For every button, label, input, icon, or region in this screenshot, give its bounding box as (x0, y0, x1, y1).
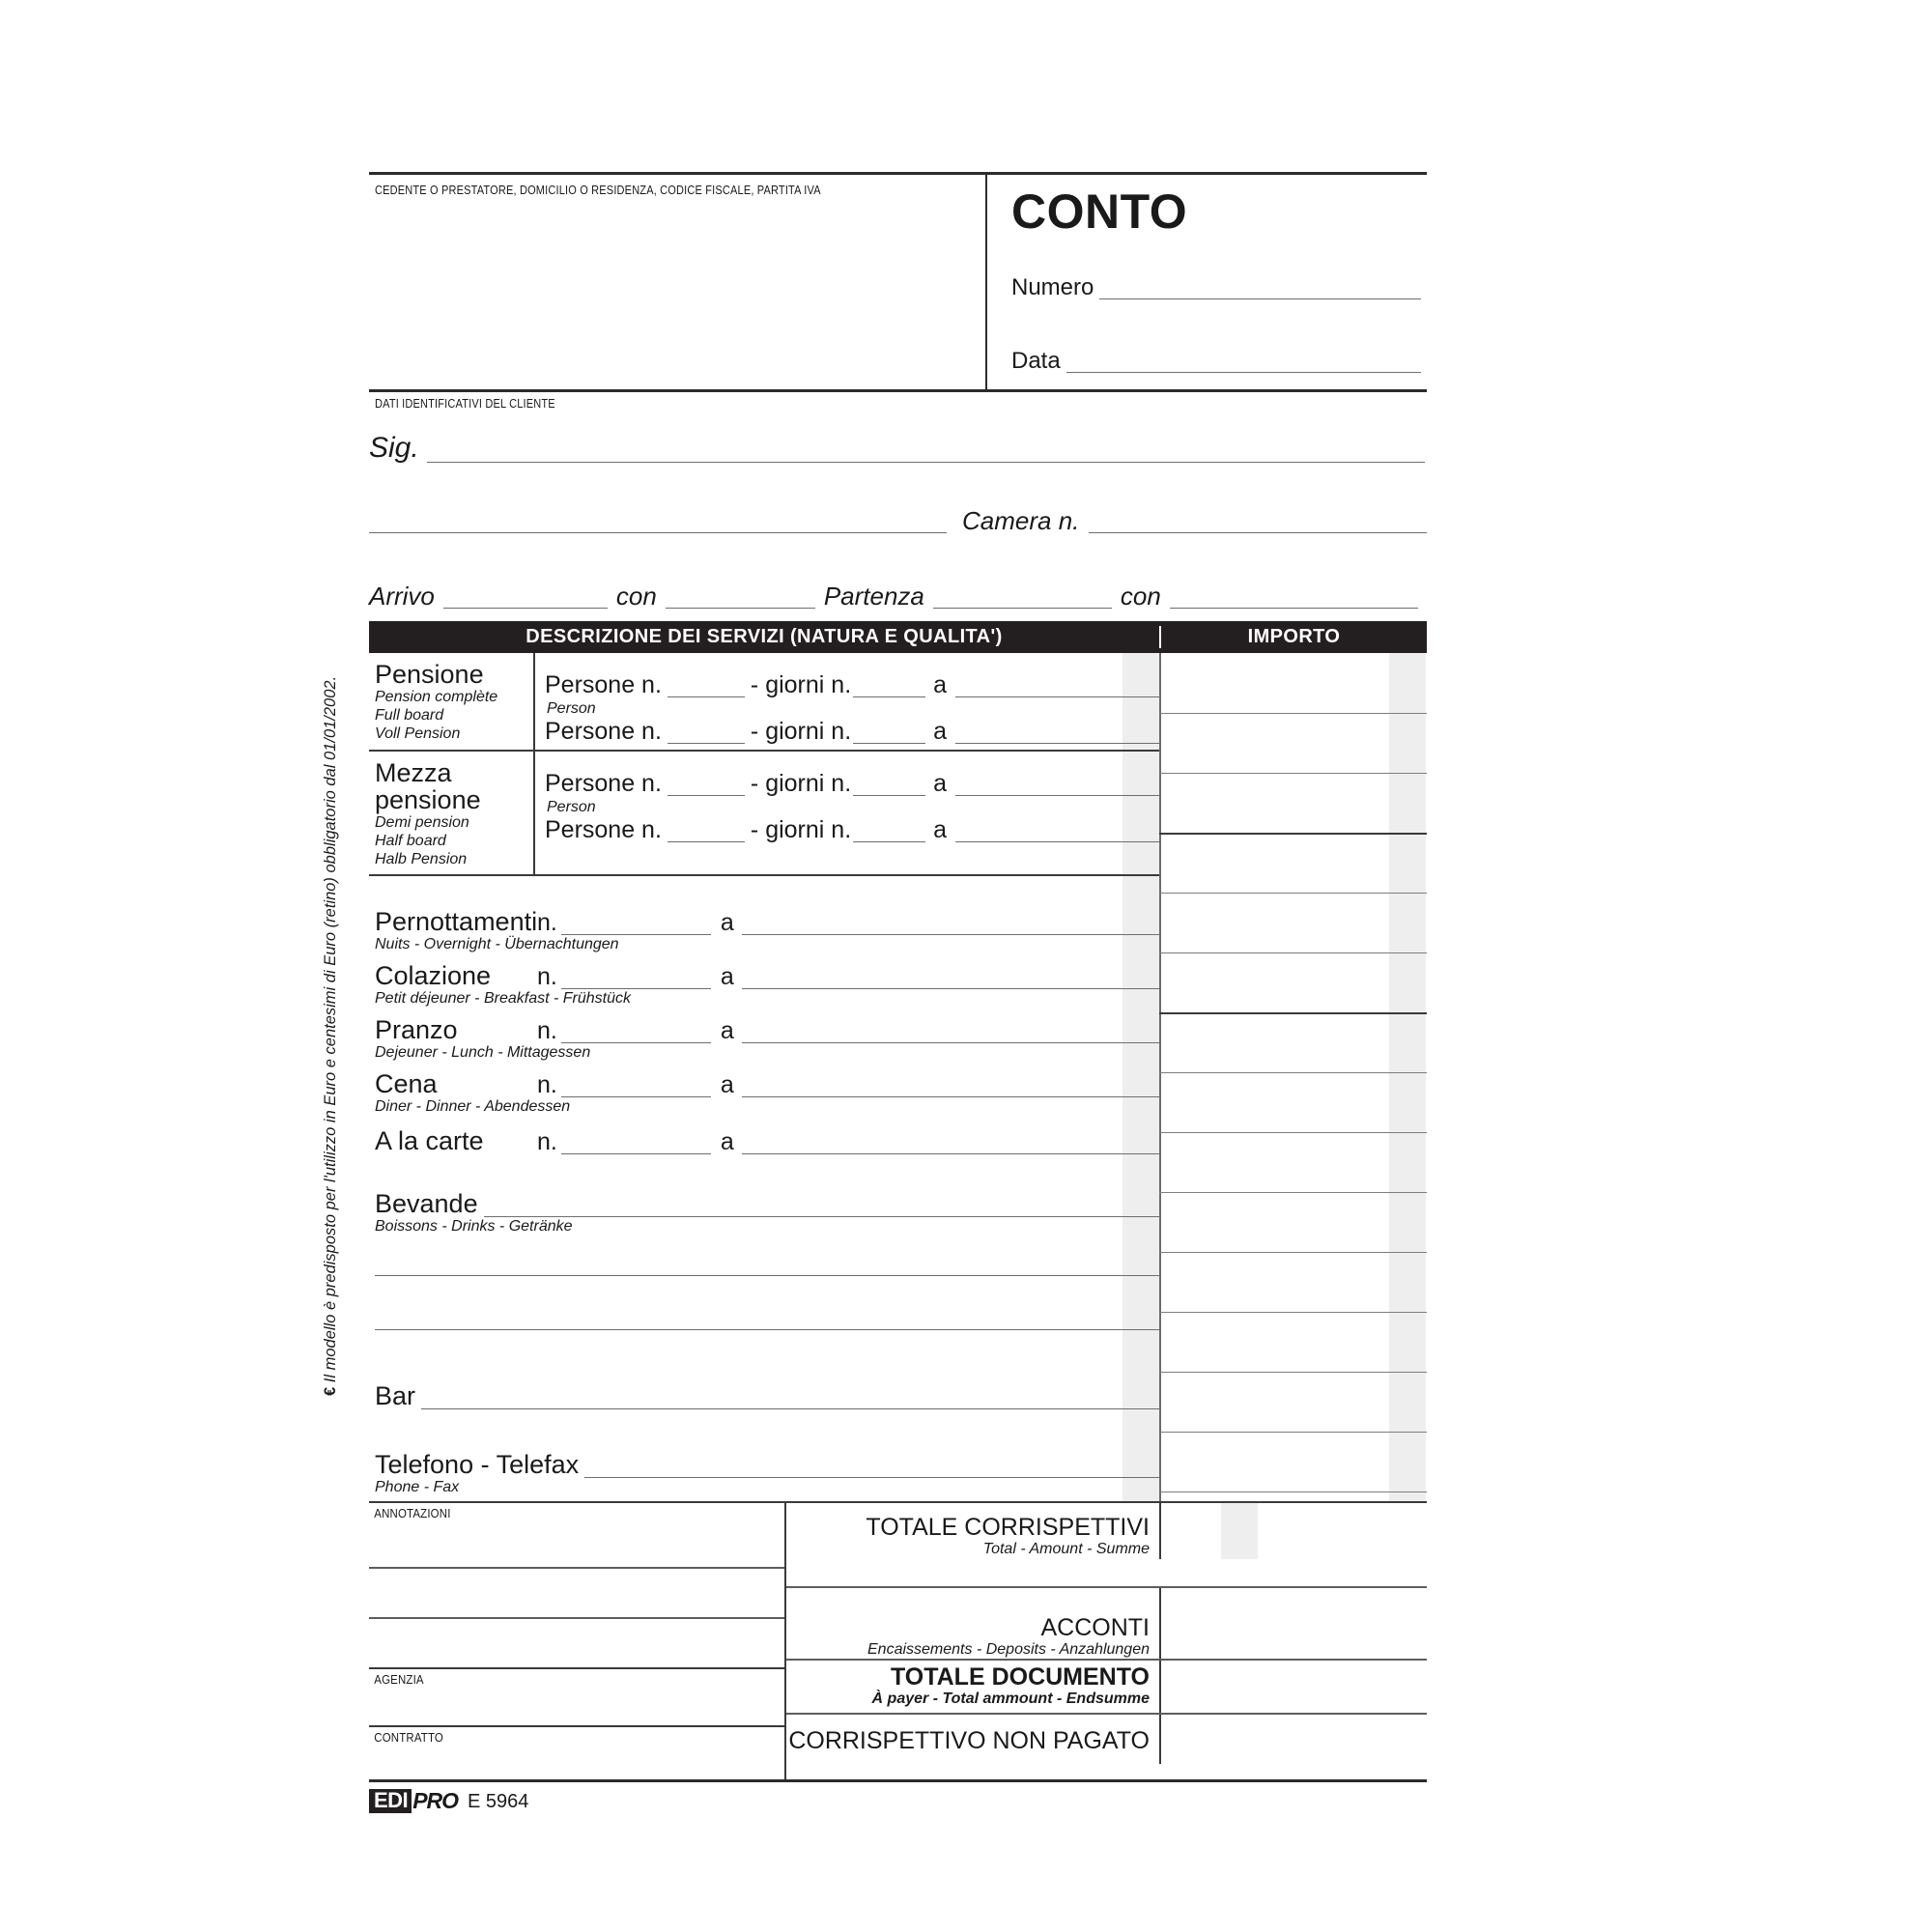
free-row-bevande[interactable] (369, 1191, 1159, 1217)
free-row-name: Bevande (375, 1189, 478, 1219)
contratto-label: CONTRATTO (374, 1730, 443, 1746)
pension-half-line-2[interactable] (545, 815, 1159, 843)
at-label: a (933, 671, 948, 698)
pension-half-sub-en: Half board (375, 832, 446, 849)
camera-input-line[interactable] (1089, 532, 1427, 533)
con-label-1: con (615, 582, 657, 611)
n-label: n. (537, 1017, 557, 1045)
services-table-header (369, 621, 1427, 653)
pension-full-name: Pensione (375, 660, 484, 689)
partenza-con-input-line[interactable] (1170, 608, 1418, 609)
giorni-label: - giorni n. (750, 769, 852, 797)
data-input-line[interactable] (1066, 372, 1421, 373)
retino-shade-right (1221, 1503, 1258, 1558)
bottom-block (369, 1501, 1427, 1779)
client-address-line[interactable] (369, 532, 947, 533)
rate-input-line[interactable] (955, 696, 1159, 697)
free-row-name: Bar (375, 1381, 416, 1411)
giorni-input-line[interactable] (853, 841, 925, 842)
amount-line[interactable] (1159, 952, 1427, 953)
total-label-group (786, 1715, 1159, 1764)
partenza-input-line[interactable] (933, 608, 1112, 609)
at-label: a (720, 1128, 734, 1156)
amount-line[interactable] (1159, 833, 1427, 835)
service-name: Pranzo (375, 1015, 458, 1045)
sig-field[interactable] (369, 434, 1427, 463)
unit-price-input-line[interactable] (742, 934, 1159, 935)
edipro-logo-pro: PRO (412, 1788, 459, 1814)
annotazioni-line-2[interactable] (369, 1569, 784, 1619)
column-header-description: DESCRIZIONE DEI SERVIZI (NATURA E QUALITA') (526, 626, 1003, 647)
free-row-telefono[interactable] (369, 1452, 1159, 1478)
services-table-body (369, 653, 1427, 1501)
giorni-input-line[interactable] (853, 696, 925, 697)
at-label: a (933, 718, 948, 745)
amount-line[interactable] (1159, 1372, 1427, 1373)
at-label: a (720, 909, 734, 937)
numero-input-line[interactable] (1099, 298, 1421, 299)
amount-line[interactable] (1159, 1072, 1427, 1073)
service-row-colazione[interactable] (369, 963, 1159, 989)
total-label-group (786, 1503, 1159, 1558)
persone-label: Persone n. (545, 671, 662, 698)
pension-full-line-2[interactable] (545, 720, 1159, 744)
pension-half-sub-fr: Demi pension (375, 813, 469, 831)
bevande-extra-line-1[interactable] (375, 1275, 1159, 1276)
client-section-label: DATI IDENTIFICATIVI DEL CLIENTE (375, 397, 555, 411)
free-row-bar[interactable] (369, 1383, 1159, 1409)
pension-full-fields (535, 653, 1159, 750)
service-name: Colazione (375, 961, 492, 991)
annotazioni-label: ANNOTAZIONI (374, 1506, 451, 1521)
free-row-name: Telefono - Telefax (375, 1450, 580, 1480)
total-sublabel: À payer - Total ammount - Endsumme (871, 1690, 1150, 1708)
amount-line[interactable] (1159, 1312, 1427, 1313)
data-field[interactable] (1011, 350, 1427, 373)
camera-label: Camera n. (962, 506, 1080, 535)
bevande-input-line[interactable] (484, 1216, 1159, 1217)
total-label: TOTALE DOCUMENTO (890, 1663, 1150, 1691)
n-label: n. (537, 963, 557, 991)
contratto-line[interactable] (369, 1745, 784, 1779)
total-amount-cell[interactable] (1159, 1661, 1427, 1712)
services-rows (369, 653, 1427, 1501)
numero-label: Numero (1011, 274, 1094, 300)
annotazioni-line-3[interactable] (369, 1619, 784, 1669)
contratto-field[interactable] (369, 1727, 784, 1779)
amount-line[interactable] (1159, 773, 1427, 774)
persone-input-line[interactable] (668, 795, 745, 796)
free-row-sub: Phone - Fax (375, 1479, 460, 1496)
agenzia-field[interactable] (369, 1669, 784, 1727)
pension-half-sub-de: Halb Pension (375, 851, 468, 868)
giorni-label: - giorni n. (750, 671, 852, 698)
rate-input-line[interactable] (955, 743, 1159, 744)
rate-input-line[interactable] (955, 841, 1159, 842)
giorni-label: - giorni n. (750, 718, 852, 745)
bevande-extra-line-2[interactable] (375, 1329, 1159, 1330)
service-row-pernottamenti[interactable] (369, 909, 1159, 935)
n-label: n. (537, 909, 557, 937)
total-sublabel: Total - Amount - Summe (982, 1541, 1150, 1558)
sig-input-line[interactable] (427, 462, 1425, 463)
pension-block-half (369, 752, 1159, 877)
service-sub: Petit déjeuner - Breakfast - Frühstück (375, 990, 631, 1008)
arrivo-input-line[interactable] (443, 608, 608, 609)
footer (369, 1779, 1427, 1813)
giorni-input-line[interactable] (853, 743, 925, 744)
pension-half-name: Mezza pensione (375, 757, 481, 814)
at-label: a (720, 1017, 734, 1045)
totals-block (786, 1503, 1427, 1779)
annotazioni-block (369, 1503, 786, 1779)
total-label-group (786, 1661, 1159, 1712)
service-row-alacarte[interactable] (369, 1128, 1159, 1154)
amount-line[interactable] (1159, 1132, 1427, 1133)
amount-column (1159, 653, 1427, 1501)
euro-side-note (322, 676, 340, 1396)
unit-price-input-line[interactable] (742, 1042, 1159, 1043)
amount-line[interactable] (1159, 1192, 1427, 1193)
total-sublabel: Encaissements - Deposits - Anzahlungen (867, 1640, 1150, 1658)
service-sub: Dejeuner - Lunch - Mittagessen (375, 1044, 591, 1062)
supplier-label: CEDENTE O PRESTATORE, DOMICILIO O RESIDENZA, CODICE FISCALE, PARTITA IVA (375, 184, 821, 197)
arrivo-label: Arrivo (369, 582, 435, 611)
pension-full-sub-de: Voll Pension (375, 725, 461, 743)
numero-field[interactable] (1011, 276, 1427, 299)
free-row-sub: Boissons - Drinks - Getränke (375, 1218, 573, 1236)
persone-input-line[interactable] (668, 743, 745, 744)
total-amount-cell[interactable] (1159, 1588, 1427, 1659)
total-label: TOTALE CORRISPETTIVI (866, 1514, 1150, 1542)
pension-half-fields (535, 752, 1159, 875)
total-label-group (786, 1588, 1159, 1659)
service-name: A la carte (375, 1126, 484, 1156)
client-section (369, 389, 1427, 411)
pension-half-labels (369, 752, 535, 875)
amount-line[interactable] (1159, 893, 1427, 894)
agenzia-line[interactable] (369, 1687, 784, 1727)
persone-input-line[interactable] (668, 841, 745, 842)
euro-symbol-icon: € (322, 1386, 339, 1396)
page-title: CONTO (1011, 185, 1188, 239)
form-code: E 5964 (468, 1790, 529, 1812)
edipro-logo-edi: EDI (369, 1789, 412, 1813)
euro-side-note-text: Il modello è predisposto per l'utilizzo in Euro e centesimi di Euro (retino) obbligatorio dal 01/01/2002. (322, 675, 339, 1383)
quantity-input-line[interactable] (561, 1096, 711, 1097)
total-row-acconti (786, 1588, 1427, 1659)
pension-full-labels (369, 653, 535, 750)
pension-block-full (369, 653, 1159, 752)
giorni-label: - giorni n. (750, 815, 852, 843)
service-name: Cena (375, 1069, 438, 1099)
at-label: a (720, 963, 734, 991)
arrivo-con-input-line[interactable] (666, 608, 815, 609)
telefono-input-line[interactable] (584, 1477, 1159, 1478)
agenzia-label: AGENZIA (374, 1672, 424, 1688)
camera-field[interactable] (369, 508, 1427, 533)
at-label: a (933, 815, 948, 843)
pension-full-person-mid: Person (547, 700, 596, 717)
column-header-amount: IMPORTO (1159, 626, 1427, 648)
con-label-2: con (1120, 582, 1161, 611)
pension-full-sub-fr: Pension complète (375, 689, 498, 706)
n-label: n. (537, 1071, 557, 1099)
pension-full-line-1[interactable] (545, 673, 1159, 697)
total-row-corrispettivi (786, 1503, 1427, 1558)
unit-price-input-line[interactable] (742, 1153, 1159, 1154)
total-row-documento (786, 1661, 1427, 1712)
service-sub: Diner - Dinner - Abendessen (375, 1098, 571, 1116)
conto-box (985, 175, 1427, 389)
pension-half-person-mid: Person (547, 798, 596, 815)
amount-line[interactable] (1159, 1252, 1427, 1253)
total-amount-cell[interactable] (1159, 1503, 1427, 1558)
annotazioni-line-1[interactable] (369, 1520, 784, 1569)
total-label: ACCONTI (1040, 1613, 1150, 1641)
sig-label: Sig. (369, 432, 419, 464)
at-label: a (933, 769, 948, 797)
partenza-label: Partenza (823, 582, 924, 611)
pension-full-sub-en: Full board (375, 707, 444, 724)
supplier-field[interactable] (369, 175, 985, 389)
data-label: Data (1011, 348, 1061, 374)
amount-line[interactable] (1159, 1012, 1427, 1014)
at-label: a (720, 1071, 734, 1099)
service-row-cena[interactable] (369, 1071, 1159, 1097)
total-amount-cell[interactable] (1159, 1715, 1427, 1764)
service-row-pranzo[interactable] (369, 1017, 1159, 1043)
unit-price-input-line[interactable] (742, 1096, 1159, 1097)
quantity-input-line[interactable] (561, 1153, 711, 1154)
header-block (369, 172, 1427, 389)
pension-half-line-1[interactable] (545, 769, 1159, 797)
descriptions-column (369, 653, 1159, 1501)
total-row-non-pagato (786, 1715, 1427, 1764)
service-sub: Nuits - Overnight - Übernachtungen (375, 936, 619, 953)
stay-dates-row (369, 583, 1427, 609)
amount-line[interactable] (1159, 713, 1427, 714)
persone-label: Persone n. (545, 815, 662, 843)
persone-label: Persone n. (545, 769, 662, 797)
persone-input-line[interactable] (668, 696, 745, 697)
amount-line[interactable] (1159, 1432, 1427, 1433)
bar-input-line[interactable] (421, 1408, 1159, 1409)
rate-input-line[interactable] (955, 795, 1159, 796)
invoice-form (369, 172, 1427, 1813)
persone-label: Persone n. (545, 718, 662, 745)
total-label: CORRISPETTIVO NON PAGATO (788, 1726, 1150, 1754)
unit-price-input-line[interactable] (742, 988, 1159, 989)
n-label: n. (537, 1128, 557, 1156)
service-name: Pernottamenti (375, 907, 538, 937)
giorni-input-line[interactable] (853, 795, 925, 796)
